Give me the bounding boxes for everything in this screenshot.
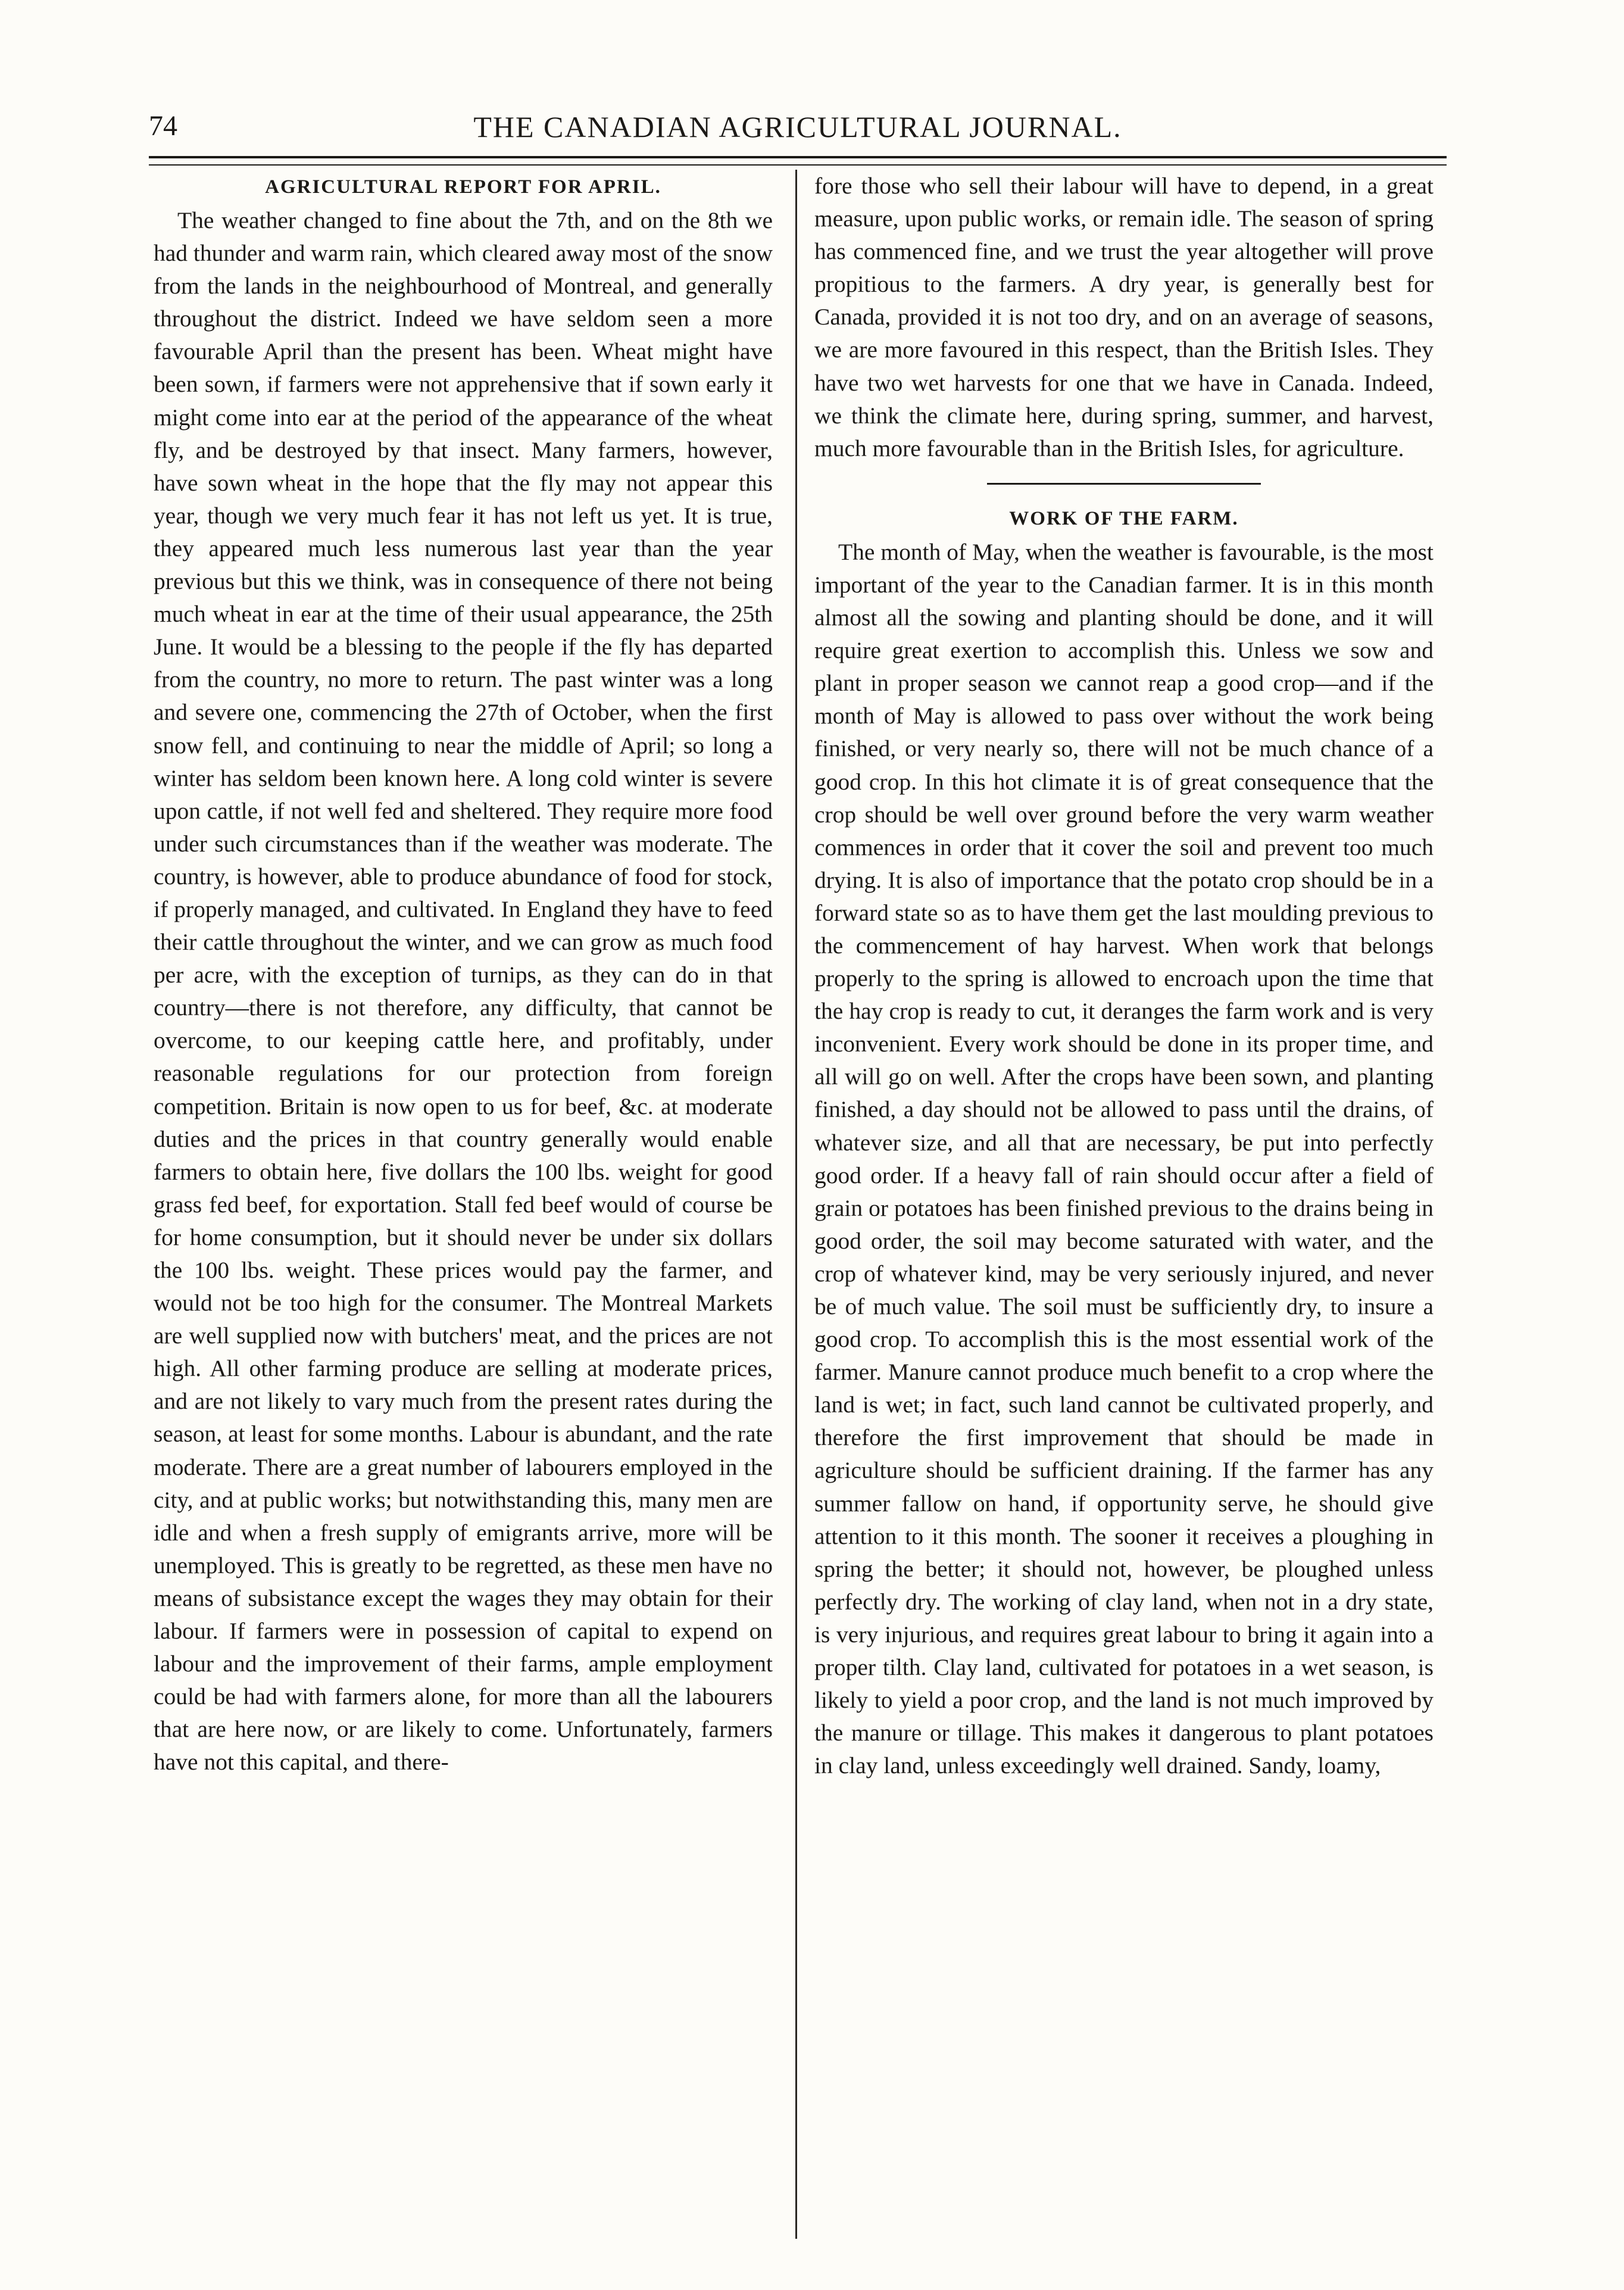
- work-of-the-farm-paragraph: The month of May, when the weather is favourable, is the most important of the year to the Canadian farmer. It is in this month almost all the sowing and planting should be done, and it will require great exertion to accomplish this. Unless we sow and plant in proper season we cannot reap a good crop—and if the month of May is allowed to pass over without the work being finished, or very nearly so, there will not be much chance of a good crop. In this hot climate it is of great consequence that the crop should be well over ground before the very warm weather commences in order that it cover the soil and prevent too much drying. It is also of importance that the potato crop should be in a forward state so as to have them get the last moulding previous to the commencement of hay harvest. When work that belongs properly to the spring is allowed to encroach upon the time that the hay crop is ready to cut, it deranges the farm work and is very inconvenient. Every work should be done in its proper time, and all will go on well. After the crops have been sown, and planting finished, a day should not be allowed to pass until the drains, of whatever size, and all that are necessary, be put into perfectly good order. If a heavy fall of rain should occur after a field of grain or potatoes has been finished previous to the drains being in good order, the soil may become saturated with water, and the crop of whatever kind, may be very seriously injured, and never be of much value. The soil must be sufficiently dry, to insure a good crop. To accomplish this is the most essential work of the farmer. Manure cannot produce much benefit to a crop where the land is wet; in fact, such land cannot be cultivated properly, and therefore the first improvement that should be made in agriculture should be sufficient draining. If the farmer has any summer fallow on hand, if opportunity serve, he should give attention to it this month. The sooner it receives a ploughing in spring the better; it should not, however, be ploughed unless perfectly dry. The working of clay land, when not in a dry state, is very injurious, and requires great labour to bring it again into a proper tilth. Clay land, cultivated for potatoes in a wet season, is likely to yield a poor crop, and the land is not much improved by the manure or tillage. This makes it dangerous to plant potatoes in clay land, unless exceedingly well drained. Sandy, loamy,: [814, 538, 1434, 1779]
- column-divider: [795, 170, 797, 2239]
- section-heading-agricultural-report: AGRICULTURAL REPORT FOR APRIL.: [265, 176, 661, 198]
- agricultural-report-paragraph: The weather changed to fine about the 7th, and on the 8th we had thunder and warm rain, which cleared away most of the snow from the lands in the neighbourhood of Montreal, and generally throughout the district. Indeed we have seldom seen a more favourable April than the present has been. Wheat might have been sown, if farmers were not apprehensive that if sown early it might come into ear at the period of the appearance of the wheat fly, and be destroyed by that insect. Many farmers, however, have sown wheat in the hope that the fly may not appear this year, though we very much fear it has not left us yet. It is true, they appeared much less numerous last year than the year previous but this we think, was in consequence of there not being much wheat in ear at the time of their usual appearance, the 25th June. It would be a blessing to the people if the fly has departed from the country, no more to return. The past winter was a long and severe one, commencing the 27th of October, when the first snow fell, and continuing to near the middle of April; so long a winter has seldom been known here. A long cold winter is severe upon cattle, if not well fed and sheltered. They require more food under such circumstances than if the weather was moderate. The country, is however, able to produce abundance of food for stock, if properly managed, and cultivated. In England they have to feed their cattle throughout the winter, and we can grow as much food per acre, with the exception of turnips, as they can do in that country—there is not therefore, any difficulty, that cannot be overcome, to our keeping cattle here, and profitably, under reasonable regulations for our protection from foreign competition. Britain is now open to us for beef, &c. at moderate duties and the prices in that country generally would enable farmers to obtain here, five dollars the 100 lbs. weight for good grass fed beef, for exportation. Stall fed beef would of course be for home consumption, but it should never be under six dollars the 100 lbs. weight. These prices would pay the farmer, and would not be too high for the consumer. The Montreal Markets are well supplied now with butchers' meat, and the prices are not high. All other farming produce are selling at moderate prices, and are not likely to vary much from the present rates during the season, at least for some months. Labour is abundant, and the rate moderate. There are a great number of labourers employed in the city, and at public works; but notwithstanding this, many men are idle and when a fresh supply of emigrants arrive, more will be unemployed. This is greatly to be regretted, as these men have no means of subsistance except the wages they may obtain for their labour. If farmers were in possession of capital to expend on labour and the improvement of their farms, ample employment could be had with farmers alone, for more than all the labourers that are here now, or are likely to come. Unfortunately, farmers have not this capital, and there-: [154, 207, 773, 1776]
- journal-title: THE CANADIAN AGRICULTURAL JOURNAL.: [473, 110, 1122, 143]
- agricultural-report-continuation: fore those who sell their labour will have to depend, in a great measure, upon public works, or remain idle. The season of spring has commenced fine, and we trust the year altogether will prove propitious to the farmers. A dry year, is generally best for Canada, provided it is not too dry, and on an average of seasons, we are more favoured in this respect, than the British Isles. They have two wet harvests for one that we have in Canada. Indeed, we think the climate here, during spring, summer, and harvest, much more favourable than in the British Isles, for agriculture.: [814, 173, 1434, 461]
- right-column: [814, 170, 1434, 2224]
- section-separator-rule: [987, 483, 1261, 485]
- left-column: [154, 170, 773, 2224]
- page-number: 74: [149, 110, 177, 142]
- header-double-rule: [149, 156, 1447, 166]
- section-heading-work-of-the-farm: WORK OF THE FARM.: [1009, 507, 1239, 529]
- page-header: [149, 107, 1447, 155]
